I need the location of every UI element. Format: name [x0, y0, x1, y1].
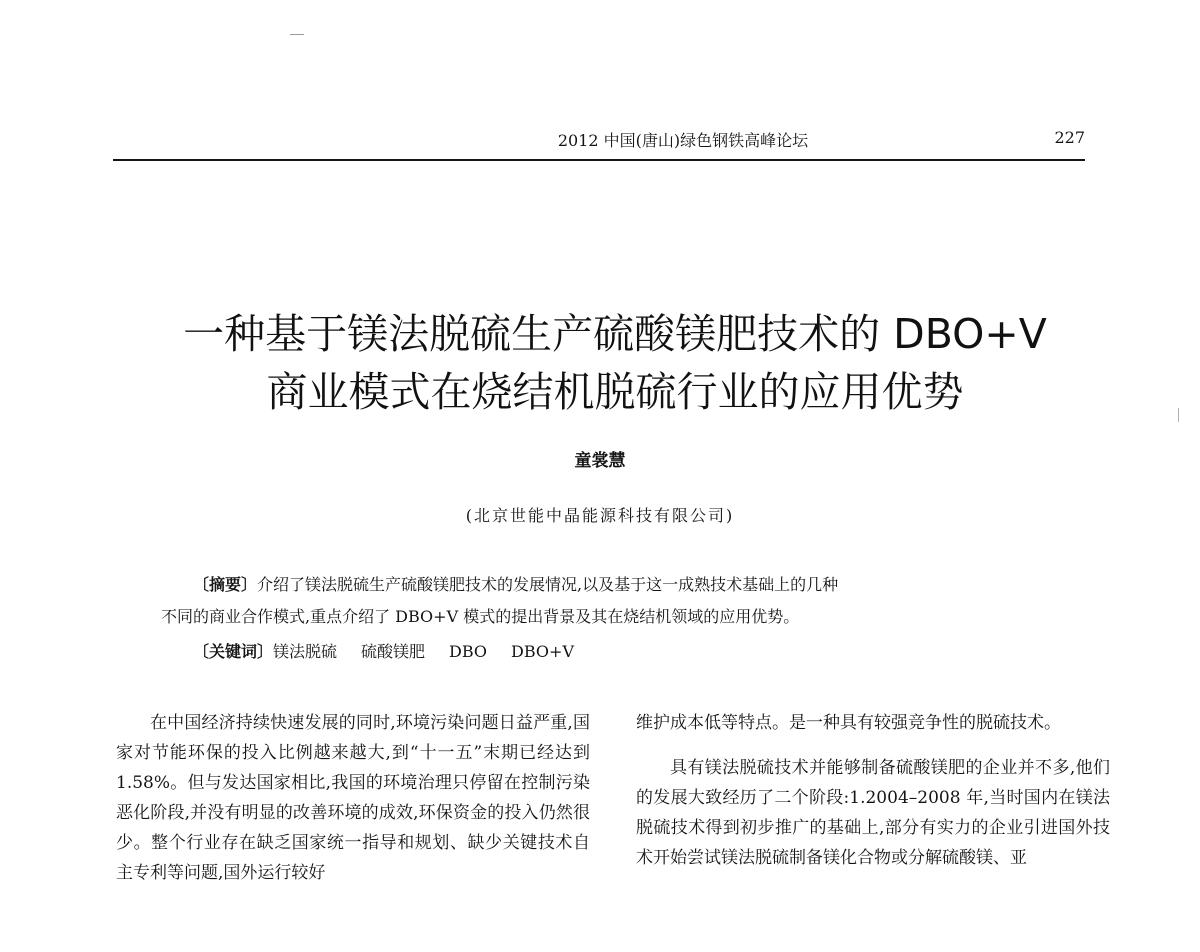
keyword: DBO — [449, 642, 488, 661]
keyword: 硫酸镁肥 — [361, 642, 426, 661]
body-column-right — [636, 708, 1110, 873]
body-paragraph: 维护成本低等特点。是一种具有较强竞争性的脱硫技术。 — [636, 713, 1061, 733]
header-rule — [113, 159, 1085, 161]
abstract-label: 〔摘要〕 — [193, 575, 258, 594]
abstract-text-line-2: 不同的商业合作模式,重点介绍了 DBO+V 模式的提出背景及其在烧结机领域的应用优势。 — [161, 607, 800, 626]
paper-title-line-1: 一种基于镁法脱硫生产硫酸镁肥技术的 DBO+V — [183, 310, 1047, 358]
keyword: 镁法脱硫 — [273, 642, 338, 661]
running-header — [113, 126, 1085, 162]
abstract — [193, 573, 838, 597]
paper-title-line-2: 商业模式在烧结机脱硫行业的应用优势 — [266, 368, 964, 416]
body-column-left — [116, 708, 590, 888]
body-paragraph: 具有镁法脱硫技术并能够制备硫酸镁肥的企业并不多,他们的发展大致经历了二个阶段:1.2004–2008 年,当时国内在镁法脱硫技术得到初步推广的基础上,部分有实力的企业引进国外技术开始尝试镁法脱硫制备镁化合物或分解硫酸镁、亚 — [636, 758, 1110, 868]
keyword: DBO+V — [511, 642, 575, 661]
author-name: 童裳慧 — [574, 451, 626, 471]
header-title: 2012 中国(唐山)绿色钢铁高峰论坛 — [557, 131, 809, 150]
keywords-label: 〔关键词〕 — [193, 642, 274, 661]
page-number: 227 — [1054, 128, 1085, 147]
keywords — [193, 640, 598, 664]
abstract-text-line-1: 介绍了镁法脱硫生产硫酸镁肥技术的发展情况,以及基于这一成熟技术基础上的几种 — [257, 575, 839, 594]
author-affiliation: (北京世能中晶能源科技有限公司) — [465, 506, 735, 525]
body-paragraph: 在中国经济持续快速发展的同时,环境污染问题日益严重,国家对节能环保的投入比例越来越大,到“十一五”末期已经达到 1.58%。但与发达国家相比,我国的环境治理只停留在控制污染恶化阶段,并没有明显的改善环境的成效,环保资金的投入仍然很少。整个行业存在缺乏国家统一指导和规划、缺少关键技术自主专利等问题,国外运行较好 — [116, 713, 590, 883]
scan-mark — [290, 34, 304, 35]
